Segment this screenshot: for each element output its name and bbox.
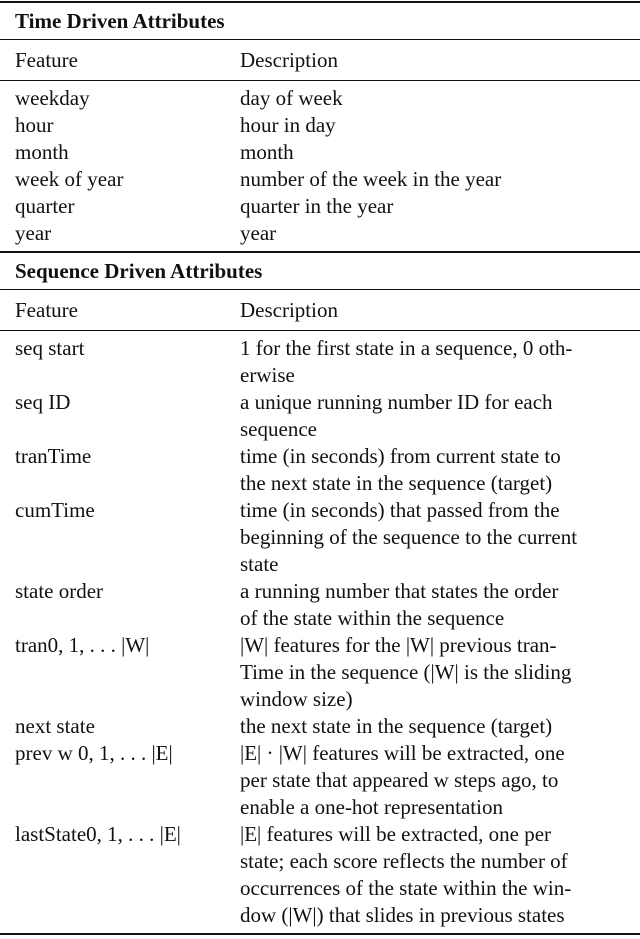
description-line: enable a one-hot representation	[240, 795, 503, 819]
sequence-header-row	[0, 290, 640, 330]
feature-cell: weekday	[15, 86, 90, 110]
description-line: window size)	[240, 687, 353, 711]
table-row	[0, 497, 640, 578]
bottom-rule	[0, 933, 640, 935]
table-row	[0, 632, 640, 713]
description-line: Time in the sequence (|W| is the sliding	[240, 660, 572, 684]
description-cell	[240, 443, 640, 497]
description-line: day of week	[240, 86, 343, 110]
description-line: the next state in the sequence (target)	[240, 714, 553, 738]
description-line: |E| features will be extracted, one per	[240, 822, 552, 846]
description-cell	[240, 112, 640, 139]
sequence-section-title: Sequence Driven Attributes	[15, 259, 263, 283]
description-cell	[240, 335, 640, 389]
description-line: |E| · |W| features will be extracted, one	[240, 741, 565, 765]
feature-cell: next state	[15, 714, 95, 738]
description-cell	[240, 497, 640, 578]
description-line: per state that appeared w steps ago, to	[240, 768, 559, 792]
description-line: state; each score reflects the number of	[240, 849, 568, 873]
table-row	[0, 389, 640, 443]
description-line: month	[240, 140, 294, 164]
description-line: time (in seconds) that passed from the	[240, 498, 560, 522]
table-row	[0, 821, 640, 929]
feature-cell: lastState0, 1, . . . |E|	[15, 822, 181, 846]
feature-cell: month	[15, 140, 69, 164]
description-line: erwise	[240, 363, 295, 387]
description-line: quarter in the year	[240, 194, 394, 218]
feature-cell: tranTime	[15, 444, 92, 468]
table-row	[0, 740, 640, 821]
header-feature: Feature	[15, 298, 78, 322]
description-cell	[240, 220, 640, 247]
description-line: dow (|W|) that slides in previous states	[240, 903, 565, 927]
header-description: Description	[240, 48, 338, 72]
table-row	[0, 220, 640, 247]
description-cell	[240, 713, 640, 740]
feature-cell: quarter	[15, 194, 75, 218]
feature-cell: state order	[15, 579, 104, 603]
header-feature: Feature	[15, 48, 78, 72]
description-line: 1 for the first state in a sequence, 0 oth-	[240, 336, 573, 360]
description-cell	[240, 578, 640, 632]
description-line: a running number that states the order	[240, 579, 559, 603]
table-row	[0, 193, 640, 220]
feature-cell: tran0, 1, . . . |W|	[15, 633, 150, 657]
table-row	[0, 335, 640, 389]
feature-cell: week of year	[15, 167, 124, 191]
description-cell	[240, 389, 640, 443]
description-line: |W| features for the |W| previous tran-	[240, 633, 557, 657]
description-line: beginning of the sequence to the current	[240, 525, 578, 549]
description-cell	[240, 821, 640, 929]
table-row	[0, 112, 640, 139]
table-row	[0, 85, 640, 112]
description-line: the next state in the sequence (target)	[240, 471, 553, 495]
table-row	[0, 443, 640, 497]
time-header-row	[0, 40, 640, 80]
feature-cell: seq ID	[15, 390, 71, 414]
description-cell	[240, 85, 640, 112]
description-cell	[240, 193, 640, 220]
description-line: state	[240, 552, 279, 576]
feature-cell: hour	[15, 113, 54, 137]
description-line: year	[240, 221, 277, 245]
feature-cell: seq start	[15, 336, 85, 360]
description-line: number of the week in the year	[240, 167, 502, 191]
description-line: time (in seconds) from current state to	[240, 444, 561, 468]
description-line: a unique running number ID for each	[240, 390, 553, 414]
table-row	[0, 578, 640, 632]
description-line: occurrences of the state within the win-	[240, 876, 572, 900]
description-line: hour in day	[240, 113, 336, 137]
time-rows	[0, 81, 640, 251]
description-cell	[240, 166, 640, 193]
description-line: of the state within the sequence	[240, 606, 505, 630]
description-line: sequence	[240, 417, 317, 441]
description-cell	[240, 632, 640, 713]
header-description: Description	[240, 298, 338, 322]
time-section-title: Time Driven Attributes	[15, 9, 225, 33]
feature-cell: cumTime	[15, 498, 95, 522]
feature-cell: prev w 0, 1, . . . |E|	[15, 741, 173, 765]
description-cell	[240, 139, 640, 166]
table-row	[0, 139, 640, 166]
table-row	[0, 166, 640, 193]
feature-cell: year	[15, 221, 52, 245]
description-cell	[240, 740, 640, 821]
table-row	[0, 713, 640, 740]
sequence-rows	[0, 331, 640, 933]
